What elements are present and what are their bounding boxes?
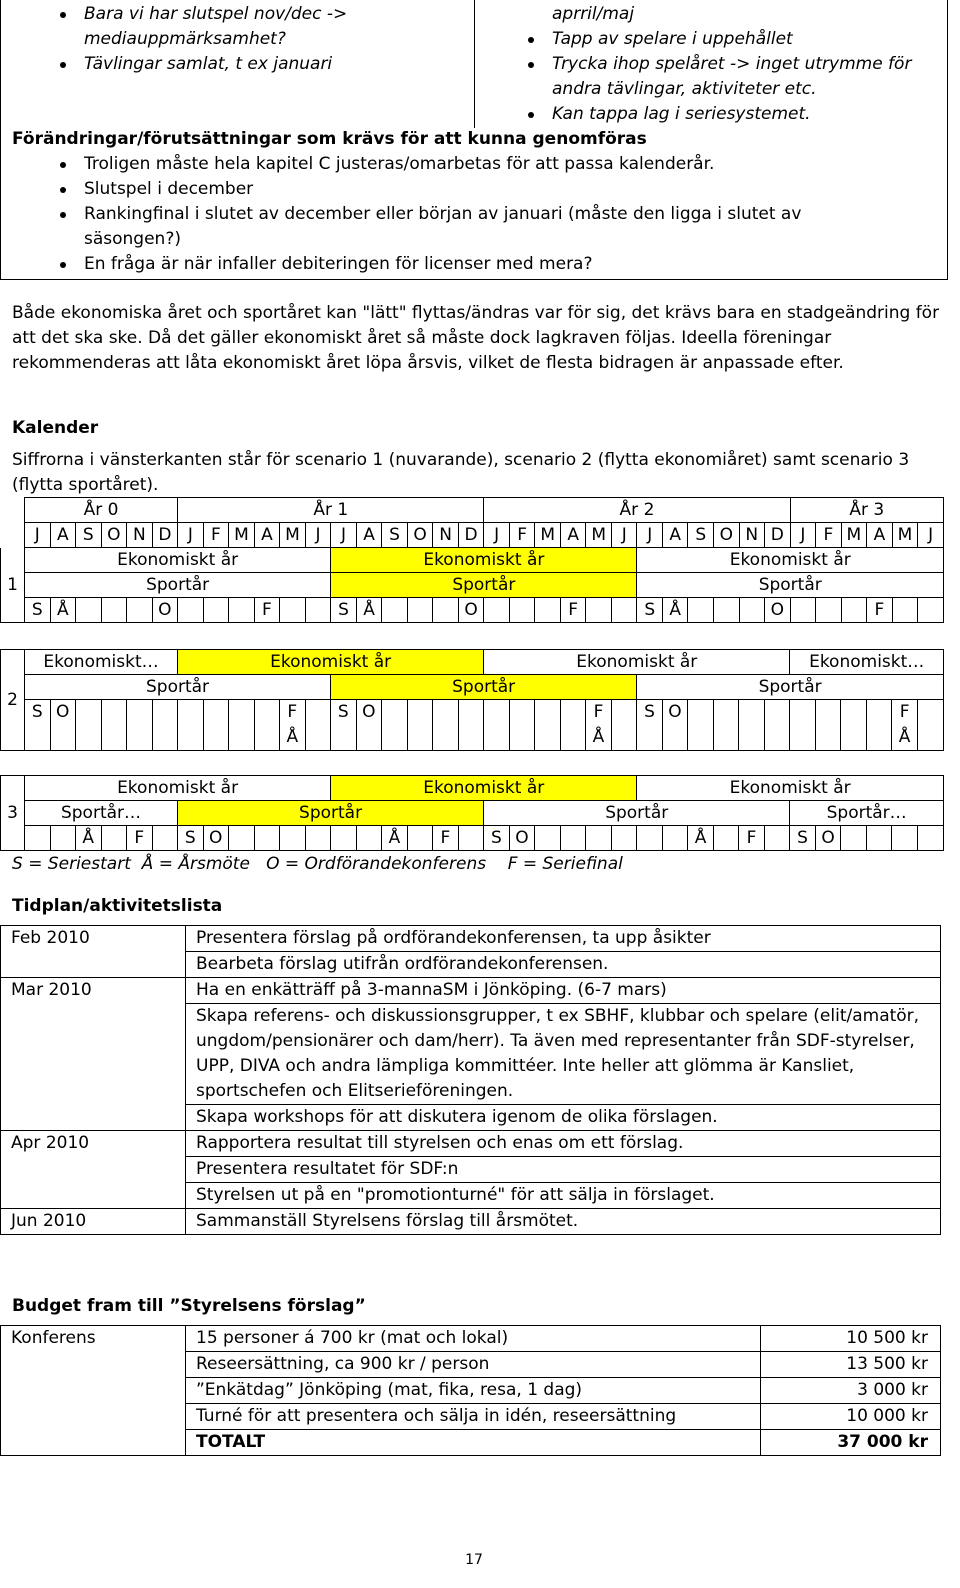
month-cell: A xyxy=(560,523,586,548)
month-cell: F xyxy=(203,523,229,548)
econ-year-cell: Ekonomiskt… xyxy=(790,650,944,675)
list-item: Tävlingar samlat, t ex januari xyxy=(12,52,462,77)
event-cell: S xyxy=(790,826,816,851)
timeline-date: Feb 2010 xyxy=(1,926,186,952)
month-cell: J xyxy=(611,523,637,548)
timeline-activity: Ha en enkätträff på 3-mannaSM i Jönköping. (6-7 mars) xyxy=(186,978,941,1004)
timeline-row xyxy=(1,1004,941,1105)
month-cell: J xyxy=(790,523,816,548)
budget-amount: 10 000 kr xyxy=(761,1404,941,1430)
budget-item: Turné för att presentera och sälja in idén, reseersättning xyxy=(186,1404,761,1430)
timeline-row xyxy=(1,926,941,952)
list-item: Bara vi har slutspel nov/dec -> mediauppmärksamhet? xyxy=(12,2,462,52)
timeline-activity: Bearbeta förslag utifrån ordförandekonferensen. xyxy=(186,952,941,978)
timeline-row xyxy=(1,978,941,1004)
year-cell: År 3 xyxy=(790,498,943,523)
timeline-activity: Styrelsen ut på en "promotionturné" för att sälja in förslaget. xyxy=(186,1183,941,1209)
body-paragraph: Både ekonomiska året och sportåret kan "lätt" flyttas/ändras var för sig, det krävs bara en stadgeändring för att det ska ske. Då det gäller ekonomiskt året så måste dock lagkraven följas. Ideella föreningar rekommenderas att låta ekonomiskt året löpa årsvis, vilket de flesta bidragen är anpassade efter. xyxy=(12,303,940,373)
calendar-scenario-2 xyxy=(0,649,944,751)
event-cell: F xyxy=(867,598,893,623)
sport-year-cell: Sportår xyxy=(25,573,331,598)
event-cell: O xyxy=(458,598,484,623)
timeline-date xyxy=(1,1105,186,1131)
left-bullet-list xyxy=(12,2,462,77)
event-cell: F Å xyxy=(280,700,306,751)
budget-total-amount: 37 000 kr xyxy=(761,1430,941,1456)
event-cell: F xyxy=(433,826,459,851)
timeline-row xyxy=(1,952,941,978)
list-item: Trycka ihop spelåret -> inget utrymme för andra tävlingar, aktiviteter etc. xyxy=(480,52,946,102)
event-cell: S xyxy=(331,700,357,751)
year-cell: År 2 xyxy=(484,498,790,523)
sport-year-cell: Sportår xyxy=(637,675,944,700)
month-cell: O xyxy=(101,523,127,548)
event-cell: S xyxy=(331,598,357,623)
month-cell: M xyxy=(892,523,918,548)
budget-category: Konferens xyxy=(1,1326,186,1352)
calendar-intro: Siffrorna i vänsterkanten står för scenario 1 (nuvarande), scenario 2 (flytta ekonomiåret) samt scenario 3 (flytta sportåret). xyxy=(12,450,910,495)
month-cell: N xyxy=(127,523,153,548)
month-cell: J xyxy=(331,523,357,548)
list-item: Troligen måste hela kapitel C justeras/omarbetas för att passa kalenderår. xyxy=(12,152,942,177)
sport-year-cell: Sportår xyxy=(637,573,944,598)
timeline-date: Mar 2010 xyxy=(1,978,186,1004)
sport-year-cell: Sportår xyxy=(25,675,331,700)
sport-year-cell: Sportår… xyxy=(25,801,178,826)
month-cell: M xyxy=(841,523,867,548)
event-cell: F Å xyxy=(586,700,612,751)
sport-year-cell: Sportår xyxy=(331,573,637,598)
timeline-activity: Skapa referens- och diskussionsgrupper, t ex SBHF, klubbar och spelare (elit/amatör, ungdom/pensionärer och dam/herr). Ta även med representanter från SDF-styrelser, UPP, DIVA och andra lämpliga kommittéer. Inte heller att glömma är Kansliet, sportschefen och Elitserieföreningen. xyxy=(186,1004,941,1105)
month-cell: S xyxy=(688,523,714,548)
right-bullet-list xyxy=(480,27,946,127)
budget-row xyxy=(1,1326,941,1352)
event-cell: Å xyxy=(662,598,688,623)
budget-row xyxy=(1,1404,941,1430)
event-cell: Å xyxy=(356,598,382,623)
month-cell: D xyxy=(765,523,791,548)
month-cell: A xyxy=(254,523,280,548)
econ-year-cell: Ekonomiskt år xyxy=(25,776,331,801)
budget-heading: Budget fram till ”Styrelsens förslag” xyxy=(12,1296,366,1316)
event-cell: Å xyxy=(50,598,76,623)
econ-year-cell: Ekonomiskt år xyxy=(178,650,484,675)
month-cell: J xyxy=(484,523,510,548)
event-cell: O xyxy=(765,598,791,623)
calendar-scenario-3 xyxy=(0,775,944,851)
event-cell: S xyxy=(178,826,204,851)
budget-total-row xyxy=(1,1430,941,1456)
timeline-row xyxy=(1,1209,941,1235)
month-cell: S xyxy=(76,523,102,548)
list-item: Rankingfinal i slutet av december eller början av januari (måste den ligga i slutet av säsongen?) xyxy=(12,202,942,252)
month-cell: M xyxy=(280,523,306,548)
event-cell: F xyxy=(254,598,280,623)
scenario-number: 3 xyxy=(1,776,25,851)
column-divider xyxy=(474,0,475,128)
econ-year-cell: Ekonomiskt år xyxy=(637,548,944,573)
timeline-row xyxy=(1,1105,941,1131)
timeline-activity: Presentera förslag på ordförandekonferensen, ta upp åsikter xyxy=(186,926,941,952)
event-cell: S xyxy=(25,598,51,623)
econ-year-cell: Ekonomiskt… xyxy=(25,650,178,675)
timeline-date xyxy=(1,1157,186,1183)
econ-year-cell: Ekonomiskt år xyxy=(331,776,637,801)
scenario-number: 1 xyxy=(1,548,25,623)
list-item: Tapp av spelare i uppehållet xyxy=(480,27,946,52)
month-cell: A xyxy=(356,523,382,548)
event-cell: O xyxy=(356,700,382,751)
budget-amount: 3 000 kr xyxy=(761,1378,941,1404)
event-cell: S xyxy=(484,826,510,851)
month-cell: D xyxy=(458,523,484,548)
month-cell: D xyxy=(152,523,178,548)
timeline-date xyxy=(1,952,186,978)
month-cell: J xyxy=(178,523,204,548)
month-cell: M xyxy=(586,523,612,548)
timeline-date xyxy=(1,1183,186,1209)
timeline-date: Jun 2010 xyxy=(1,1209,186,1235)
budget-item: ”Enkätdag” Jönköping (mat, fika, resa, 1 dag) xyxy=(186,1378,761,1404)
budget-item: Reseersättning, ca 900 kr / person xyxy=(186,1352,761,1378)
list-item: En fråga är när infaller debiteringen för licenser med mera? xyxy=(12,252,942,277)
event-cell: O xyxy=(203,826,229,851)
event-cell: F xyxy=(739,826,765,851)
event-cell: Å xyxy=(76,826,102,851)
month-cell: O xyxy=(714,523,740,548)
event-cell: S xyxy=(25,700,51,751)
event-cell: O xyxy=(509,826,535,851)
event-cell: F xyxy=(127,826,153,851)
month-cell: N xyxy=(433,523,459,548)
budget-amount: 10 500 kr xyxy=(761,1326,941,1352)
month-cell: J xyxy=(918,523,944,548)
requirements-list xyxy=(12,152,942,277)
event-cell: O xyxy=(152,598,178,623)
event-cell: F xyxy=(560,598,586,623)
event-cell: Å xyxy=(382,826,408,851)
econ-year-cell: Ekonomiskt år xyxy=(484,650,790,675)
month-cell: F xyxy=(509,523,535,548)
year-cell: År 0 xyxy=(25,498,178,523)
event-cell: O xyxy=(815,826,841,851)
month-cell: O xyxy=(407,523,433,548)
calendar-legend: S = Seriestart Å = Årsmöte O = Ordförandekonferens F = Seriefinal xyxy=(12,854,623,874)
month-cell: A xyxy=(50,523,76,548)
budget-table xyxy=(0,1325,941,1456)
budget-category xyxy=(1,1352,186,1378)
event-cell: Å xyxy=(688,826,714,851)
sport-year-cell: Sportår… xyxy=(790,801,944,826)
month-cell: F xyxy=(816,523,842,548)
event-cell: O xyxy=(50,700,76,751)
timeline-activity: Skapa workshops för att diskutera igenom de olika förslagen. xyxy=(186,1105,941,1131)
right-continued-line: aprril/maj xyxy=(552,4,635,24)
month-cell: M xyxy=(229,523,255,548)
timeline-date xyxy=(1,1004,186,1105)
sport-year-cell: Sportår xyxy=(484,801,790,826)
month-cell: J xyxy=(637,523,663,548)
scenario-number: 2 xyxy=(1,650,25,751)
timeline-row xyxy=(1,1131,941,1157)
month-cell: S xyxy=(382,523,408,548)
budget-total-label: TOTALT xyxy=(186,1430,761,1456)
month-cell: J xyxy=(25,523,51,548)
list-item: Slutspel i december xyxy=(12,177,942,202)
econ-year-cell: Ekonomiskt år xyxy=(331,548,637,573)
month-cell: N xyxy=(739,523,765,548)
budget-item: 15 personer á 700 kr (mat och lokal) xyxy=(186,1326,761,1352)
econ-year-cell: Ekonomiskt år xyxy=(25,548,331,573)
budget-row xyxy=(1,1378,941,1404)
calendar-scenario-1 xyxy=(0,497,944,623)
year-cell: År 1 xyxy=(178,498,484,523)
timeline-activity: Presentera resultatet för SDF:n xyxy=(186,1157,941,1183)
timeline-date: Apr 2010 xyxy=(1,1131,186,1157)
month-cell: A xyxy=(867,523,893,548)
budget-amount: 13 500 kr xyxy=(761,1352,941,1378)
page-number: 17 xyxy=(465,1552,483,1568)
sport-year-cell: Sportår xyxy=(331,675,637,700)
month-cell: J xyxy=(305,523,331,548)
timeline-table xyxy=(0,925,941,1235)
event-cell: O xyxy=(662,700,688,751)
calendar-heading: Kalender xyxy=(12,418,99,438)
budget-category xyxy=(1,1378,186,1404)
requirements-heading: Förändringar/förutsättningar som krävs för att kunna genomföras xyxy=(12,129,647,149)
month-cell: M xyxy=(535,523,561,548)
event-cell: S xyxy=(637,598,663,623)
list-item: Kan tappa lag i seriesystemet. xyxy=(480,102,946,127)
timeline-activity: Sammanställ Styrelsens förslag till årsmötet. xyxy=(186,1209,941,1235)
timeline-row xyxy=(1,1183,941,1209)
econ-year-cell: Ekonomiskt år xyxy=(637,776,944,801)
budget-category xyxy=(1,1404,186,1430)
sport-year-cell: Sportår xyxy=(178,801,484,826)
event-cell: S xyxy=(637,700,663,751)
event-cell: F Å xyxy=(892,700,918,751)
timeline-heading: Tidplan/aktivitetslista xyxy=(12,896,223,916)
month-cell: A xyxy=(662,523,688,548)
timeline-activity: Rapportera resultat till styrelsen och enas om ett förslag. xyxy=(186,1131,941,1157)
timeline-row xyxy=(1,1157,941,1183)
budget-row xyxy=(1,1352,941,1378)
